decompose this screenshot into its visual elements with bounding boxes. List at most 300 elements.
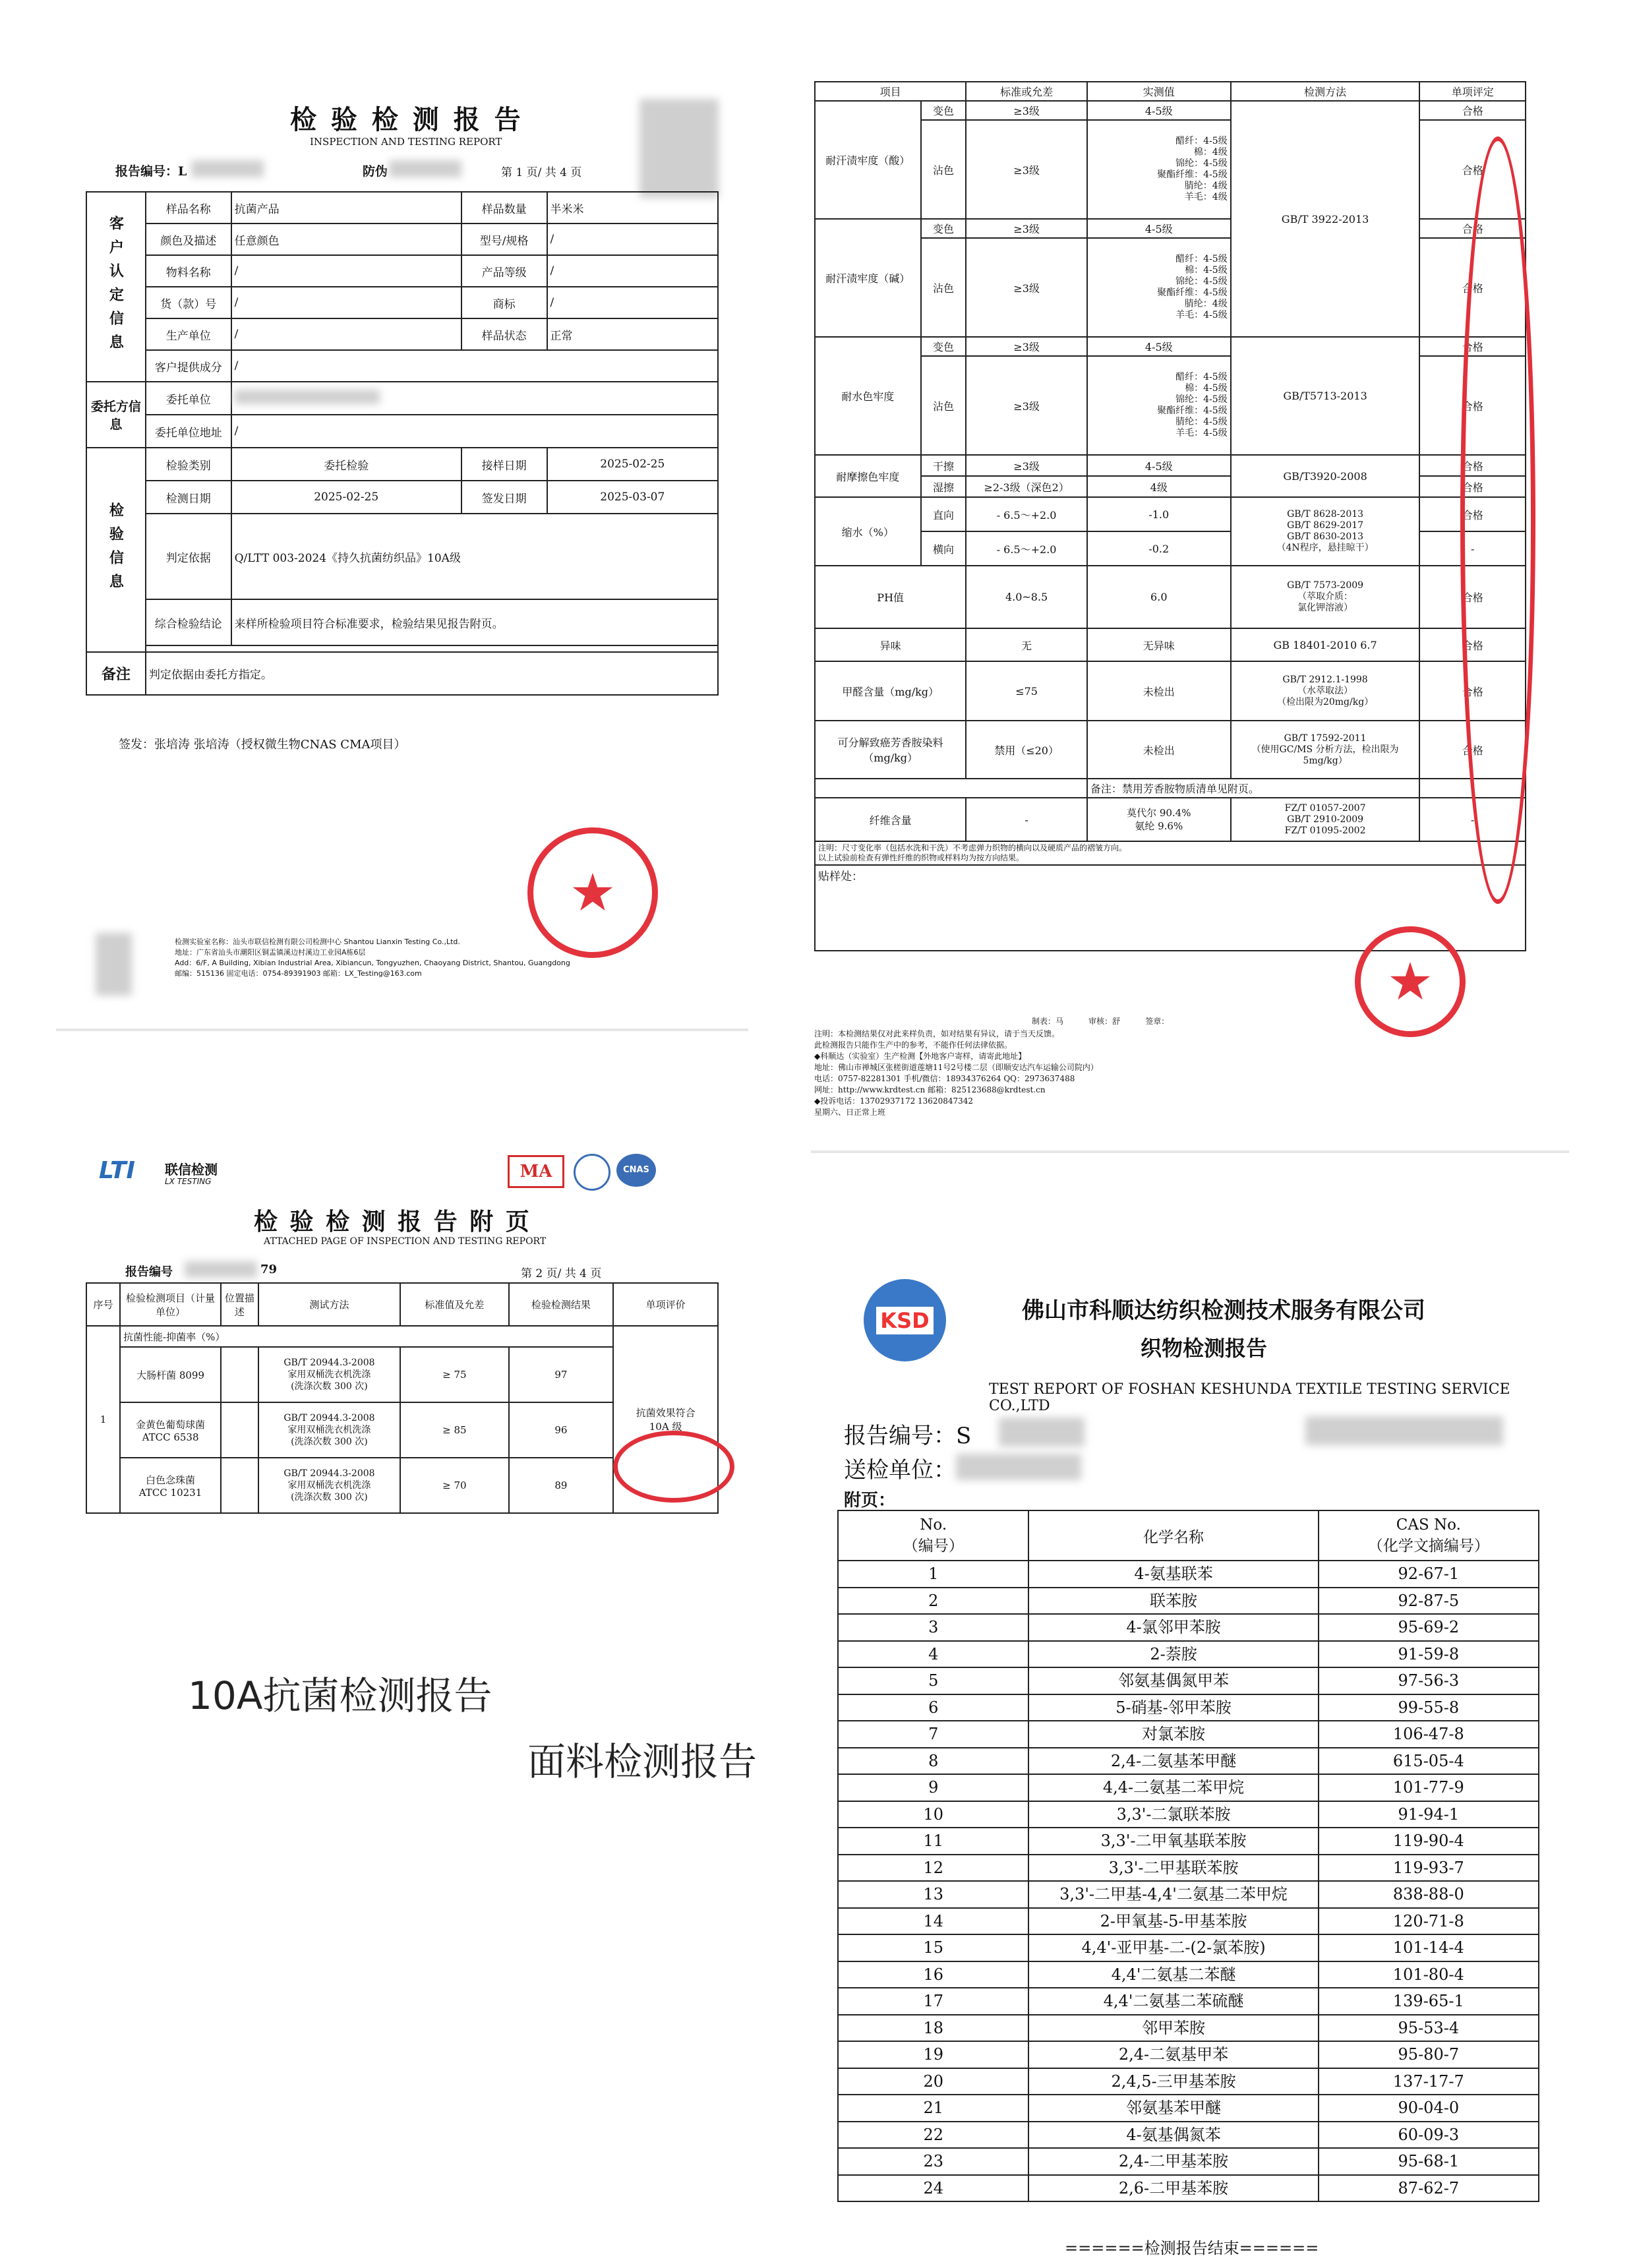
sign-row: 制表：马 审核：舒 签章： [1032, 1017, 1170, 1026]
chemical-name: 5-硝基-邻甲苯胺 [1028, 1694, 1318, 1721]
field-value: 2025-02-25 [231, 481, 461, 514]
standard: ≥3级 [966, 219, 1086, 238]
standard: ≥3级 [966, 356, 1086, 455]
amine-table [837, 1510, 1539, 2202]
chemical-name: 2,4-二甲基苯胺 [1028, 2148, 1318, 2175]
anti-fake-label: 防伪 [363, 164, 388, 179]
brand-name: 联信检测 [165, 1162, 218, 1178]
row-number: 4 [838, 1641, 1028, 1668]
table-row [838, 1988, 1539, 2015]
row-number: 14 [838, 1908, 1028, 1935]
result: 89 [509, 1458, 614, 1513]
measured: 莫代尔 90.4% 氨纶 9.6% [1087, 798, 1231, 841]
measured: 4级 [1087, 476, 1231, 497]
field-value: 半米米 [547, 192, 718, 224]
col-header: 序号 [86, 1283, 120, 1326]
table-row [838, 1721, 1539, 1748]
verdict: 合格 [1419, 497, 1526, 531]
field-value-blurred [231, 382, 718, 415]
sub-item: 横向 [921, 531, 966, 566]
blurred-report-no [191, 160, 264, 177]
method: GB/T 3922-2013 [1231, 101, 1420, 337]
field-value: 2025-02-25 [547, 448, 718, 481]
field-label: 客户提供成分 [146, 350, 231, 382]
table-row [838, 2095, 1539, 2122]
table-row [838, 1641, 1539, 1668]
amine-rows [838, 1561, 1539, 2201]
field-label: 接样日期 [461, 448, 547, 481]
lx-logo: LTI [99, 1157, 135, 1184]
report-end: ======检测报告结束====== [1065, 2239, 1319, 2257]
item-name: PH值 [815, 566, 966, 628]
report-2 [808, 76, 1566, 1157]
table-row [838, 2041, 1539, 2068]
sub-item: 湿擦 [921, 476, 966, 497]
caption-fabric: 面料检测报告 [527, 1739, 758, 1784]
measured: 4-5级 [1087, 455, 1231, 476]
report-1-subtitle: INSPECTION AND TESTING REPORT [310, 136, 502, 148]
cas-number: 87-62-7 [1319, 2175, 1539, 2202]
measured: -0.2 [1087, 531, 1231, 566]
method: GB 18401-2010 6.7 [1231, 628, 1420, 661]
col-header: 化学名称 [1028, 1510, 1318, 1561]
cas-number: 91-94-1 [1319, 1801, 1539, 1828]
col-header: 标准或允差 [966, 82, 1086, 101]
cas-number: 838-88-0 [1319, 1881, 1539, 1908]
chemical-name: 2,4-二氨基甲苯 [1028, 2041, 1318, 2068]
field-label: 商标 [461, 287, 547, 318]
field-value: / [231, 287, 461, 318]
field-label: 型号/规格 [461, 224, 547, 255]
chemical-name: 邻氨基苯甲醚 [1028, 2095, 1318, 2122]
measured: 4-5级 [1087, 337, 1231, 356]
divider [56, 1029, 748, 1031]
method: GB/T 17592-2011 （使用GC/MS 分析方法，检出限为5mg/kg） [1231, 721, 1420, 779]
chemical-name: 邻氨基偶氮甲苯 [1028, 1667, 1318, 1694]
cnas-icon: CNAS [616, 1154, 656, 1187]
field-label: 检测日期 [146, 481, 231, 514]
item-name: 纤维含量 [815, 798, 966, 841]
table-row [838, 2068, 1539, 2095]
report-4-title: 织物检测报告 [1141, 1336, 1268, 1361]
item-name: 耐汗渍牢度（碱） [815, 219, 921, 337]
field-value: / [547, 287, 718, 318]
col-header: 检验检测结果 [509, 1283, 614, 1326]
blurred-qr [639, 99, 719, 198]
col-header: 单项评价 [613, 1283, 718, 1326]
item-name: 耐水色牢度 [815, 337, 921, 455]
chemical-name: 2,6-二甲基苯胺 [1028, 2175, 1318, 2202]
field-label: 委托单位地址 [146, 415, 231, 448]
chemical-name: 4,4'二氨基二苯醚 [1028, 1961, 1318, 1988]
cas-number: 120-71-8 [1319, 1908, 1539, 1935]
note-line: 以上试验前检查有弹性纤维的织物或样料均为按方向结果。 [818, 853, 1025, 862]
sub-item: 干擦 [921, 455, 966, 476]
azo-note: 备注：禁用芳香胺物质清单见附页。 [1087, 779, 1420, 798]
report-1-table [86, 191, 719, 696]
verdict: 合格 [1419, 238, 1526, 337]
cas-number: 91-59-8 [1319, 1641, 1539, 1668]
cas-number: 60-09-3 [1319, 2122, 1539, 2149]
verdict: 合格 [1419, 101, 1526, 120]
caption-antibacterial: 10A抗菌检测报告 [188, 1673, 492, 1718]
col-header: No. （编号） [838, 1510, 1028, 1561]
cma-icon: MA [508, 1155, 564, 1188]
col-header: 检测方法 [1231, 82, 1420, 101]
field-label: 检验类别 [146, 448, 231, 481]
cas-number: 101-80-4 [1319, 1961, 1539, 1988]
verdict: 合格 [1419, 337, 1526, 356]
standard: ≥ 75 [400, 1347, 508, 1402]
field-label: 产品等级 [461, 255, 547, 287]
field-label: 生产单位 [146, 318, 231, 350]
row-number: 24 [838, 2175, 1028, 2202]
field-value: 任意颜色 [231, 224, 461, 255]
organism: 金黄色葡萄球菌 ATCC 6538 [120, 1402, 221, 1458]
method: GB/T 20944.3-2008 家用双桶洗衣机洗涤 (洗涤次数 300 次) [258, 1347, 400, 1402]
field-label: 货（款）号 [146, 287, 231, 318]
measured: 醋纤：4-5级 棉：4级 锦纶：4-5级 聚酯纤维：4-5级 腈纶：4级 羊毛：4级 [1087, 120, 1231, 219]
standard: ≥3级 [966, 455, 1086, 476]
row-number: 12 [838, 1855, 1028, 1882]
standard: ≥ 85 [400, 1402, 508, 1458]
method: GB/T 7573-2009 （萃取介质： 氯化钾溶液） [1231, 566, 1420, 628]
sub-item: 沾色 [921, 356, 966, 455]
field-value: / [231, 318, 461, 350]
table-row [838, 1667, 1539, 1694]
report-3 [73, 1141, 745, 1602]
section-title: 抗菌性能-抑菌率（%） [120, 1326, 613, 1347]
section-note: 备注 [86, 652, 146, 695]
measured: 4-5级 [1087, 101, 1231, 120]
cas-number: 90-04-0 [1319, 2095, 1539, 2122]
field-label: 样品名称 [146, 192, 231, 224]
test-results-table [814, 81, 1526, 951]
col-header: 实测值 [1087, 82, 1231, 101]
col-header: 测试方法 [258, 1283, 400, 1326]
table-row [838, 1588, 1539, 1615]
note-value: 判定依据由委托方指定。 [146, 652, 718, 695]
verdict: 合格 [1419, 566, 1526, 628]
standard: ≥3级 [966, 238, 1086, 337]
section-entrust: 委托方信息 [86, 382, 146, 448]
standard: ≥2-3级（深色2） [966, 476, 1086, 497]
footer-contact: 邮编：515136 固定电话：0754-89391903 邮箱：LX_Testing@163.com [175, 969, 422, 978]
item-name: 耐汗渍牢度（酸） [815, 101, 921, 219]
brand-name-en: LX TESTING [165, 1177, 212, 1186]
field-value: 抗菌产品 [231, 192, 461, 224]
standard: ≥3级 [966, 337, 1086, 356]
field-value: / [231, 350, 718, 382]
standard: 4.0~8.5 [966, 566, 1086, 628]
item-name: 甲醛含量（mg/kg） [815, 661, 966, 721]
blurred-sender [956, 1454, 1081, 1480]
row-number: 22 [838, 2122, 1028, 2149]
measured: 6.0 [1087, 566, 1231, 628]
verdict: 合格 [1419, 721, 1526, 779]
field-label: 物料名称 [146, 255, 231, 287]
field-value: / [231, 255, 461, 287]
cas-number: 92-67-1 [1319, 1561, 1539, 1588]
item-name: 缩水（%） [815, 497, 921, 566]
chemical-name: 3,3'-二甲氧基联苯胺 [1028, 1828, 1318, 1855]
standard: - 6.5～+2.0 [966, 497, 1086, 531]
cas-number: 97-56-3 [1319, 1667, 1539, 1694]
note-row [815, 841, 1526, 865]
table-row [838, 2122, 1539, 2149]
chemical-name: 3,3'-二甲基-4,4'二氨基二苯甲烷 [1028, 1881, 1318, 1908]
report-1 [73, 73, 738, 996]
chemical-name: 4,4'-亚甲基-二-(2-氯苯胺) [1028, 1934, 1318, 1961]
cas-number: 119-90-4 [1319, 1828, 1539, 1855]
row-number: 8 [838, 1748, 1028, 1775]
verdict: 合格 [1419, 628, 1526, 661]
chemical-name: 2,4,5-三甲基苯胺 [1028, 2068, 1318, 2095]
ilac-icon [574, 1154, 610, 1191]
row-number: 16 [838, 1961, 1028, 1988]
paste-area: 贴样处： [815, 865, 1526, 951]
field-value: 正常 [547, 318, 718, 350]
verdict: 合格 [1419, 356, 1526, 455]
verdict: - [1419, 798, 1526, 841]
measured: 醋纤：4-5级 棉：4-5级 锦纶：4-5级 聚酯纤维：4-5级 腈纶：4级 羊毛：4-5级 [1087, 238, 1231, 337]
field-value: / [547, 224, 718, 255]
row-index: 1 [86, 1326, 120, 1513]
organism: 白色念珠菌 ATCC 10231 [120, 1458, 221, 1513]
row-number: 6 [838, 1694, 1028, 1721]
verdict: 合格 [1419, 476, 1526, 497]
report-4 [824, 1253, 1576, 2268]
row-number: 2 [838, 1588, 1028, 1615]
cas-number: 119-93-7 [1319, 1855, 1539, 1882]
sub-item: 沾色 [921, 238, 966, 337]
field-label: 判定依据 [146, 514, 231, 599]
lab-seal: ★ [1355, 926, 1466, 1037]
section-client: 客户认定信息 [86, 192, 146, 382]
page-label: 第 2 页/ 共 4 页 [521, 1267, 602, 1280]
blurred-logo [96, 933, 132, 996]
chemical-name: 邻甲苯胺 [1028, 2015, 1318, 2042]
table-row [838, 1934, 1539, 1961]
col-header: 标准值及允差 [400, 1283, 508, 1326]
row-number: 17 [838, 1988, 1028, 2015]
col-header: 单项评定 [1419, 82, 1526, 101]
standard: 无 [966, 628, 1086, 661]
row-number: 13 [838, 1881, 1028, 1908]
table-row [838, 1828, 1539, 1855]
col-header: CAS No. （化学文摘编号） [1319, 1510, 1539, 1561]
measured: 醋纤：4-5级 棉：4-5级 锦纶：4-5级 聚酯纤维：4-5级 腈纶：4-5级 羊毛：4-5级 [1087, 356, 1231, 455]
cas-number: 92-87-5 [1319, 1588, 1539, 1615]
field-value: / [231, 415, 718, 448]
chemical-name: 4,4'二氨基二苯硫醚 [1028, 1988, 1318, 2015]
item-name: 耐摩擦色牢度 [815, 455, 921, 497]
method: GB/T3920-2008 [1231, 455, 1420, 497]
field-label: 签发日期 [461, 481, 547, 514]
measured: 4-5级 [1087, 219, 1231, 238]
col-header: 检验检测项目（计量单位） [120, 1283, 221, 1326]
standard: ≥3级 [966, 120, 1086, 219]
verdict: 合格 [1419, 455, 1526, 476]
field-label: 委托单位 [146, 382, 231, 415]
cas-number: 99-55-8 [1319, 1694, 1539, 1721]
cas-number: 95-53-4 [1319, 2015, 1539, 2042]
field-value: 来样所检验项目符合标准要求，检验结果见报告附页。 [231, 599, 718, 645]
cas-number: 106-47-8 [1319, 1721, 1539, 1748]
row-number: 7 [838, 1721, 1028, 1748]
table-row [838, 2015, 1539, 2042]
footer-lab: 检测实验室名称：汕头市联信检测有限公司检测中心 Shantou Lianxin Testing Co.,Ltd. [175, 938, 460, 946]
method: FZ/T 01057-2007 GB/T 2910-2009 FZ/T 01095-2002 [1231, 798, 1420, 841]
table-row [838, 1908, 1539, 1935]
item-name: 异味 [815, 628, 966, 661]
verdict: 抗菌效果符合 10A 级 [613, 1326, 718, 1513]
footer-address-en: Add：6/F, A Building, Xibian Industrial Area, Xibiancun, Tongyuzhen, Chaoyang District, Shantou, Guangdong [175, 959, 570, 967]
table-row [838, 1614, 1539, 1641]
row-number: 21 [838, 2095, 1028, 2122]
cas-number: 95-80-7 [1319, 2041, 1539, 2068]
chemical-name: 4-氨基偶氮苯 [1028, 2122, 1318, 2149]
chemical-name: 联苯胺 [1028, 1588, 1318, 1615]
cas-number: 139-65-1 [1319, 1988, 1539, 2015]
chemical-name: 4-氨基联苯 [1028, 1561, 1318, 1588]
ksd-logo [864, 1279, 946, 1361]
cas-number: 137-17-7 [1319, 2068, 1539, 2095]
lab-seal: ★ [527, 827, 658, 958]
col-header: 位置描述 [221, 1283, 258, 1326]
chemical-name: 2-萘胺 [1028, 1641, 1318, 1668]
row-number: 11 [838, 1828, 1028, 1855]
chemical-name: 3,3'-二氯联苯胺 [1028, 1801, 1318, 1828]
row-number: 5 [838, 1667, 1028, 1694]
sub-item: 沾色 [921, 120, 966, 219]
sub-item: 直向 [921, 497, 966, 531]
row-number: 18 [838, 2015, 1028, 2042]
standard: - [966, 798, 1086, 841]
method: GB/T 20944.3-2008 家用双桶洗衣机洗涤 (洗涤次数 300 次) [258, 1458, 400, 1513]
chemical-name: 对氯苯胺 [1028, 1721, 1318, 1748]
verdict: - [1419, 531, 1526, 566]
report-no-label: 报告编号：L [115, 164, 187, 179]
report-1-title: 检 验 检 测 报 告 [290, 104, 523, 135]
row-number: 9 [838, 1774, 1028, 1801]
measured: 无异味 [1087, 628, 1231, 661]
table-row [838, 2148, 1539, 2175]
measured: 未检出 [1087, 721, 1231, 779]
standard: ≥3级 [966, 101, 1086, 120]
verdict-highlight [1460, 136, 1535, 904]
divider [811, 1150, 1569, 1153]
field-value: / [547, 255, 718, 287]
row-number: 19 [838, 2041, 1028, 2068]
page-label: 第 1 页/ 共 4 页 [501, 166, 582, 179]
method: GB/T 8628-2013 GB/T 8629-2017 GB/T 8630-2013 （4N程序，悬挂晾干） [1231, 497, 1420, 566]
result: 97 [509, 1347, 614, 1402]
field-label: 样品数量 [461, 192, 547, 224]
report-3-subtitle: ATTACHED PAGE OF INSPECTION AND TESTING REPORT [264, 1236, 547, 1247]
standard: 禁用（≤20） [966, 721, 1086, 779]
field-value: Q/LTT 003-2024《持久抗菌纺织品》10A级 [231, 514, 718, 599]
table-row [838, 1748, 1539, 1775]
cas-number: 101-77-9 [1319, 1774, 1539, 1801]
cas-number: 615-05-4 [1319, 1748, 1539, 1775]
sender: 送检单位： [844, 1457, 956, 1483]
table-row [838, 1774, 1539, 1801]
measured: -1.0 [1087, 497, 1231, 531]
standard: ≥ 70 [400, 1458, 508, 1513]
measured: 未检出 [1087, 661, 1231, 721]
company-name: 佛山市科顺达纺织检测技术服务有限公司 [1022, 1298, 1425, 1324]
method: GB/T5713-2013 [1231, 337, 1420, 455]
field-value: 2025-03-07 [547, 481, 718, 514]
blurred-anti-fake [389, 160, 461, 177]
result: 96 [509, 1402, 614, 1458]
verdict: 合格 [1419, 661, 1526, 721]
row-number: 10 [838, 1801, 1028, 1828]
blurred-report-no [185, 1261, 257, 1278]
report-3-title: 检 验 检 测 报 告 附 页 [254, 1208, 531, 1236]
table-row [838, 2175, 1539, 2202]
organism: 大肠杆菌 8099 [120, 1347, 221, 1402]
report-2-footer: 注明：本检测结果仅对此来样负责，如对结果有异议，请于当天反馈。 此检测报告只能作生产中的参考，不能作任何法律依据。 ◆科顺达（实验室）生产检测【外地客户寄样，请寄此地址】 地址：佛山市禅城区张槎街道莲塘11号2号楼二层（即顺安达汽车运输公司院内） 电话：0757-82281301 手机/微信：18934376264 QQ：2973637488 网址：http://www.krdtest.cn 邮箱：825123688@krdtest.cn ◆投诉电话：13702937172 13620847342 星期六、日正常上班 [814, 1029, 1098, 1117]
row-number: 15 [838, 1934, 1028, 1961]
cas-number: 95-69-2 [1319, 1614, 1539, 1641]
row-number: 20 [838, 2068, 1028, 2095]
sub-item: 变色 [921, 337, 966, 356]
report-no: 报告编号：S [844, 1423, 972, 1449]
verdict: 合格 [1419, 120, 1526, 219]
field-label: 样品状态 [461, 318, 547, 350]
row-number: 23 [838, 2148, 1028, 2175]
blurred-report-no [999, 1418, 1085, 1447]
table-row [838, 1694, 1539, 1721]
ksd-logo-text: KSD [876, 1307, 933, 1334]
verdict: 合格 [1419, 219, 1526, 238]
row-number: 1 [838, 1561, 1028, 1588]
chemical-name: 4-氯邻甲苯胺 [1028, 1614, 1318, 1641]
cas-number: 95-68-1 [1319, 2148, 1539, 2175]
footer-address: 地址：广东省汕头市潮阳区铜盂镇溪边村溪边工业园A栋6层 [175, 948, 366, 957]
col-header: 项目 [815, 82, 966, 101]
section-inspect: 检验信息 [86, 448, 146, 652]
field-label: 颜色及描述 [146, 224, 231, 255]
table-row [838, 1961, 1539, 1988]
verdict-highlight [613, 1431, 734, 1503]
signature-line: 签发：张培涛 张培涛（授权微生物CNAS CMA项目） [119, 738, 406, 752]
table-row [838, 1801, 1539, 1828]
note-line: 注明：尺寸变化率（包括水洗和干洗）不考虑弹力织物的横向以及硬质产品的褶皱方向。 [818, 843, 1127, 852]
report-no-tail: 79 [260, 1263, 278, 1276]
field-label: 综合检验结论 [146, 599, 231, 645]
chemical-name: 2-甲氧基-5-甲基苯胺 [1028, 1908, 1318, 1935]
chemical-name: 4,4-二氨基二苯甲烷 [1028, 1774, 1318, 1801]
method: GB/T 20944.3-2008 家用双桶洗衣机洗涤 (洗涤次数 300 次) [258, 1402, 400, 1458]
table-row [838, 1855, 1539, 1882]
report-no-label: 报告编号 [125, 1265, 173, 1279]
chemical-name: 2,4-二氨基苯甲醚 [1028, 1748, 1318, 1775]
field-value: 委托检验 [231, 448, 461, 481]
blurred-header [1305, 1416, 1503, 1445]
report-4-title-en: TEST REPORT OF FOSHAN KESHUNDA TEXTILE TESTING SERVICE CO.,LTD [989, 1381, 1510, 1414]
attachment-label: 附页： [844, 1491, 896, 1510]
item-name: 可分解致癌芳香胺染料（mg/kg） [815, 721, 966, 779]
table-row [838, 1561, 1539, 1588]
standard: ≤75 [966, 661, 1086, 721]
standard: - 6.5～+2.0 [966, 531, 1086, 566]
row-number: 3 [838, 1614, 1028, 1641]
sub-item: 变色 [921, 101, 966, 120]
method: GB/T 2912.1-1998 （水萃取法） （检出限为20mg/kg） [1231, 661, 1420, 721]
